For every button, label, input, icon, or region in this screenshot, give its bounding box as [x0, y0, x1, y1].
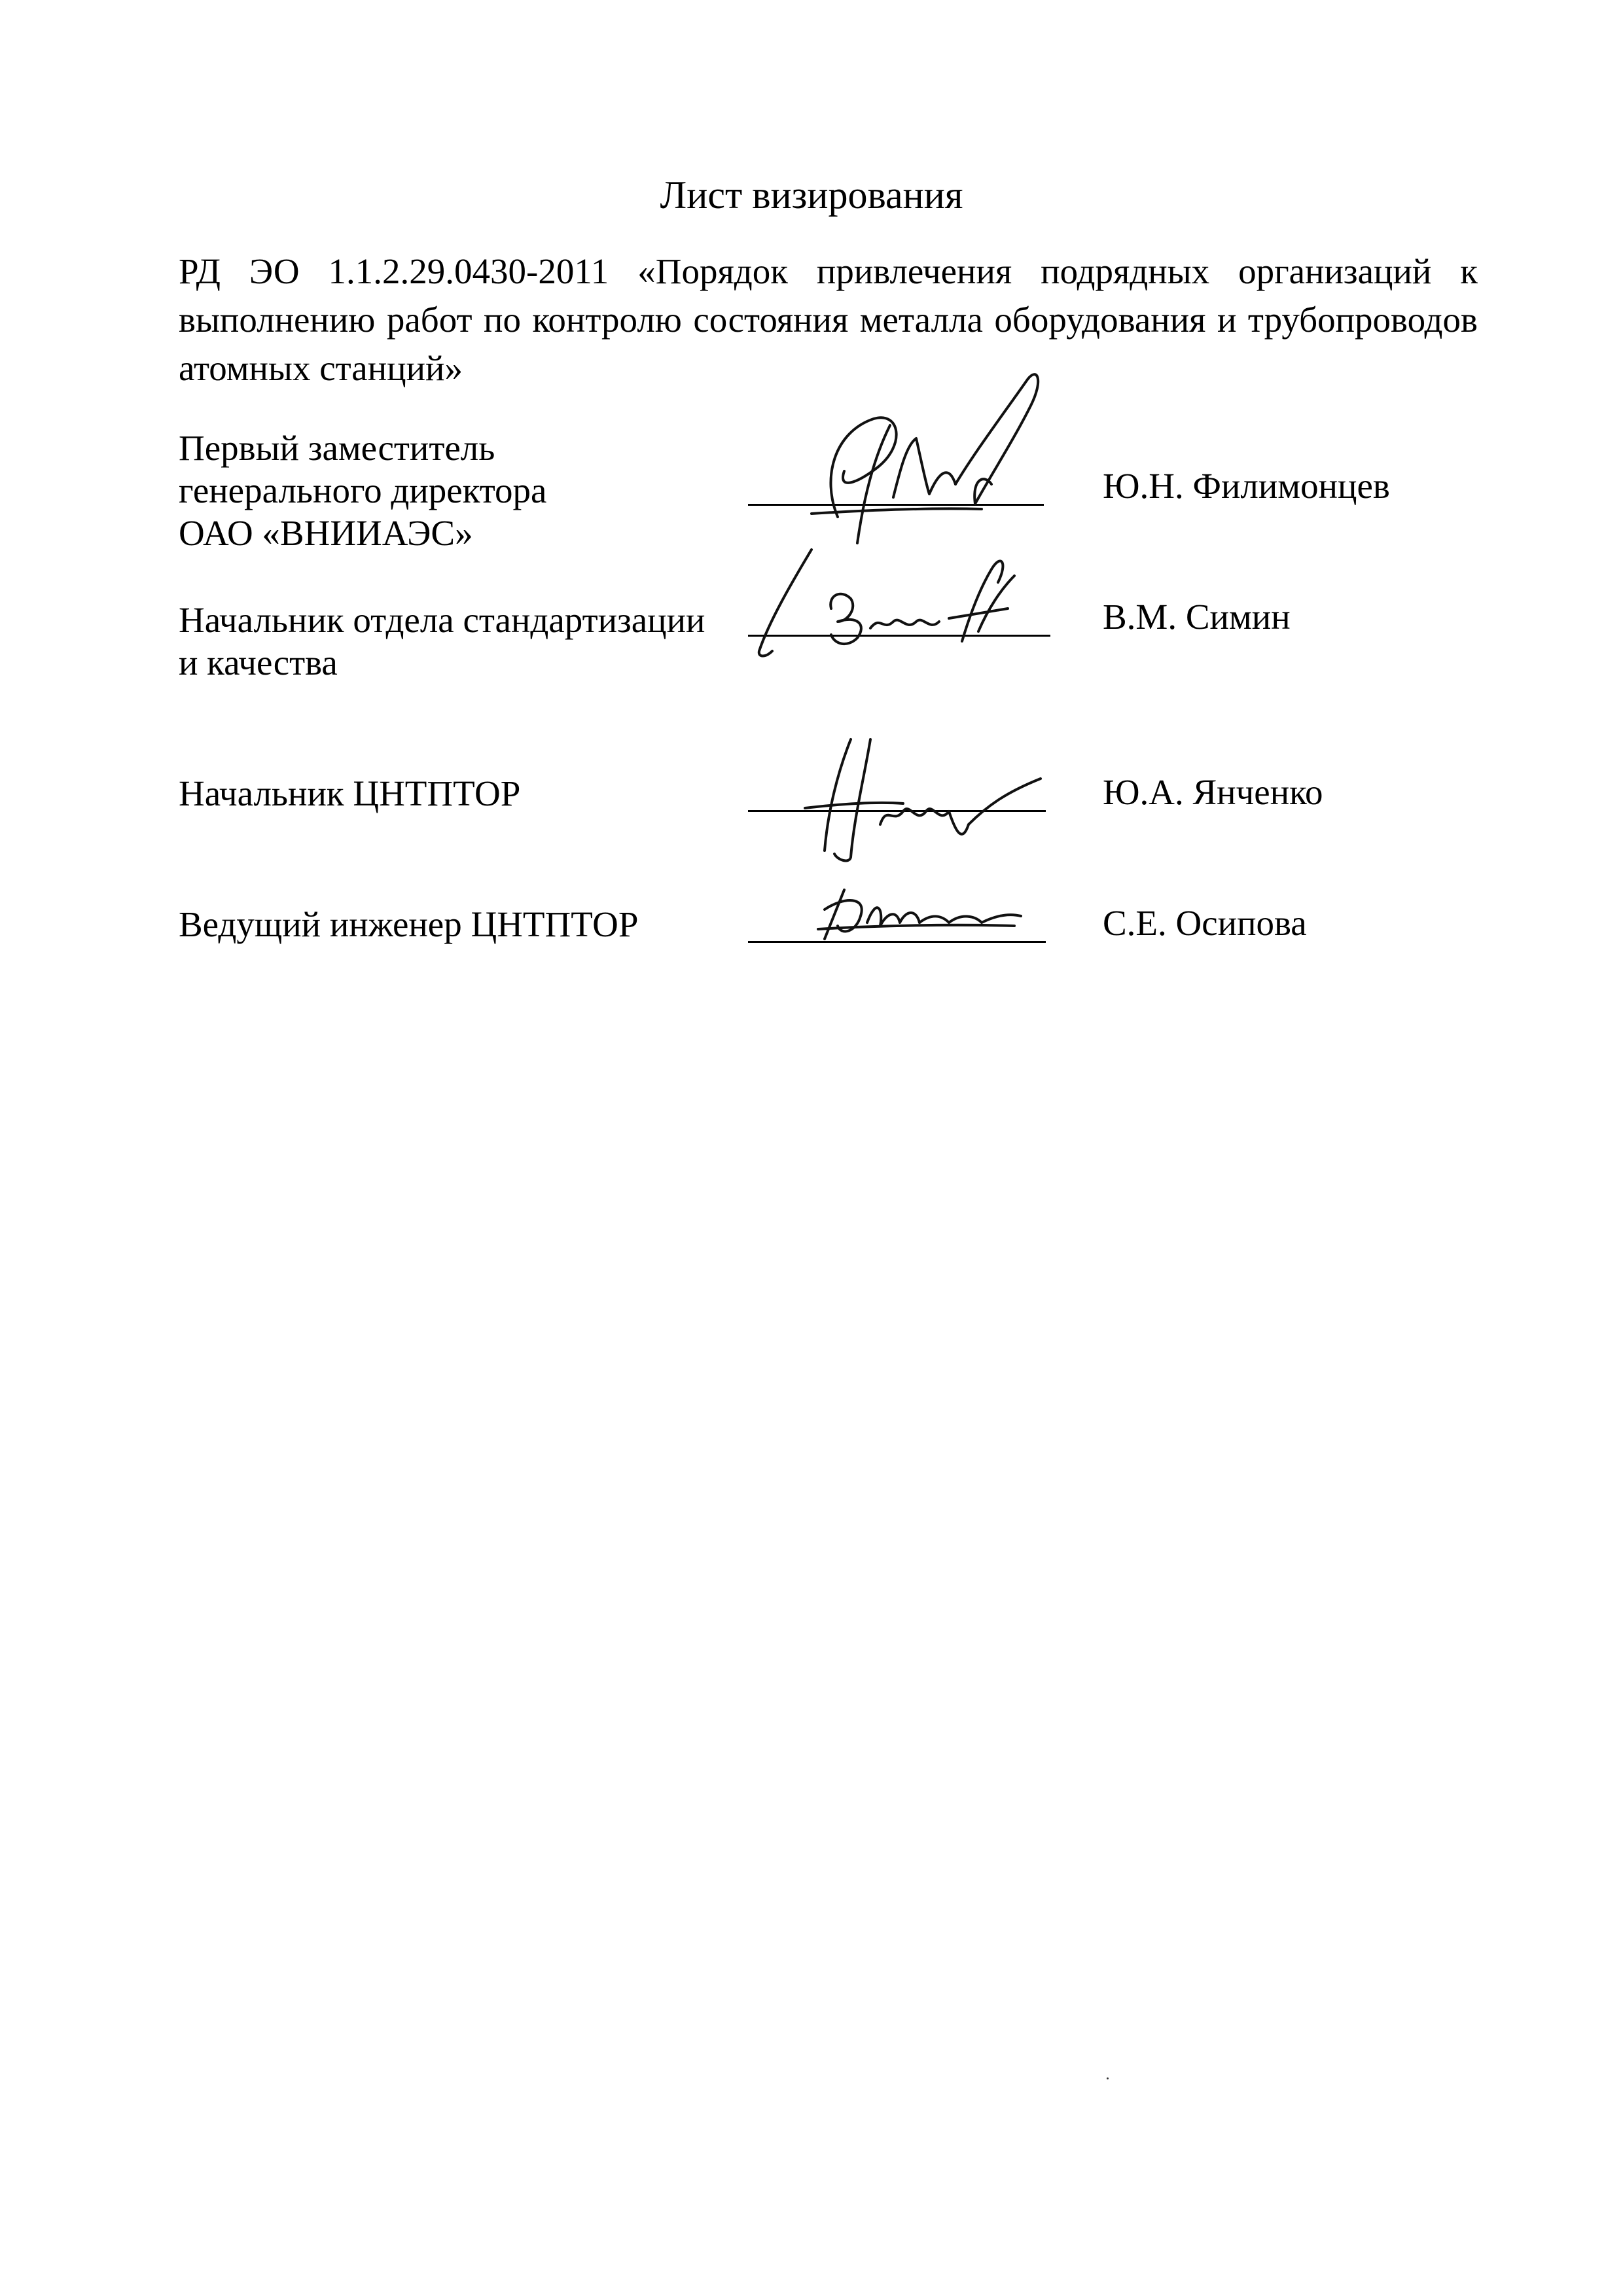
signature-4 [805, 877, 1054, 955]
signature-3 [766, 726, 1067, 870]
signature-2 [753, 523, 1054, 667]
signatory-name-4: С.Е. Осипова [1103, 903, 1307, 943]
signatory-name-2: В.М. Симин [1103, 597, 1291, 637]
scan-speck [1107, 2077, 1109, 2079]
signatory-name-1: Ю.Н. Филимонцев [1103, 466, 1390, 506]
signatory-name-3: Ю.А. Янченко [1103, 772, 1323, 812]
page-title: Лист визирования [660, 173, 963, 217]
signatory-position-1: Первый заместитель генерального директора ОАО «ВНИИАЭС» [179, 428, 547, 553]
signatory-position-4: Ведущий инженер ЦНТПТОР [179, 904, 639, 944]
signatory-position-2: Начальник отдела стандартизации и качества [179, 600, 705, 682]
document-subject: РД ЭО 1.1.2.29.0430-2011 «Порядок привлечения подрядных организаций к выполнению работ по контролю состояния металла оборудования и трубопроводов атомных станций» [179, 251, 1478, 388]
signatory-position-3: Начальник ЦНТПТОР [179, 773, 521, 813]
signature-1 [759, 353, 1099, 550]
